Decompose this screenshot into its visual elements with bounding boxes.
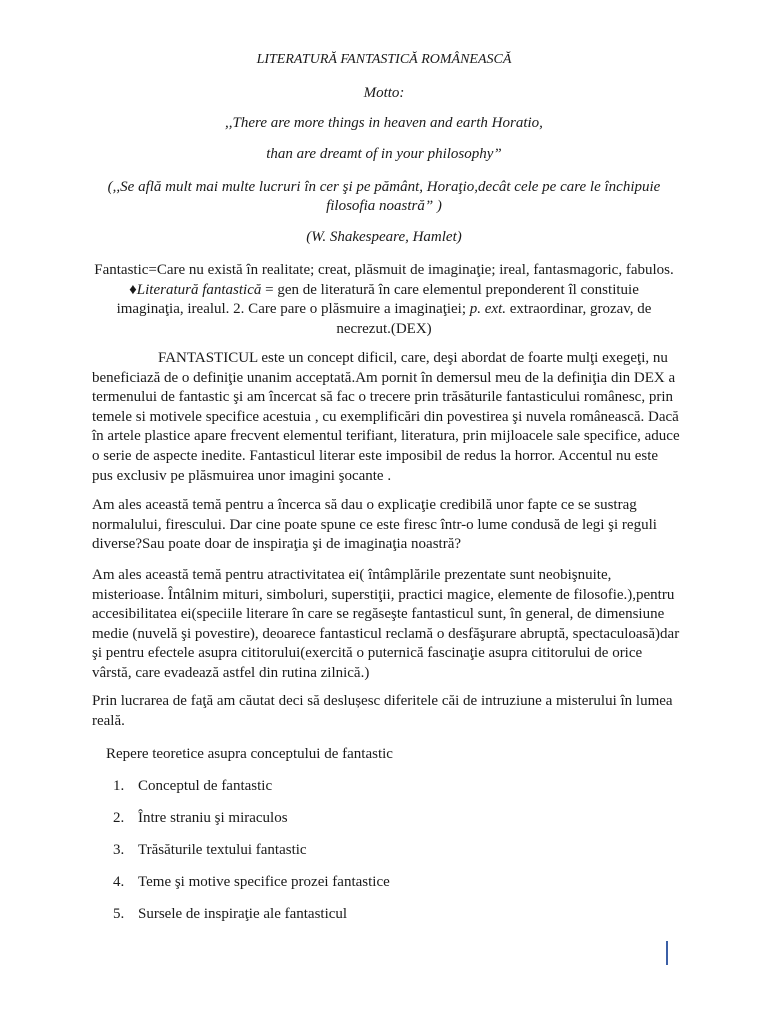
quote-translation: (,,Se află mult mai multe lucruri în cer şi pe pământ, Horaţio,decât cele pe care le închipuie filosofia noastră” ) <box>107 179 661 214</box>
list-item <box>113 809 390 841</box>
definition-part-2: = gen de literatură în care elementul preponderent îl constituie imaginaţia, irealul. 2. Care pare o plăsmuire a imaginaţiei; <box>116 281 639 317</box>
definition-part-3: extraordinar, grozav, de necrezut.(DEX) <box>336 301 652 337</box>
document-title: LITERATURĂ FANTASTICĂ ROMÂNEASCĂ <box>256 52 512 67</box>
list-item-label: Între straniu şi miraculos <box>138 810 288 826</box>
list-item-number: 1. <box>113 778 125 794</box>
definition-term: Literatură fantastică <box>136 281 262 298</box>
quote-line-1: ,,There are more things in heaven and earth Horatio, <box>225 115 543 131</box>
list-item <box>113 777 390 809</box>
motto-label: Motto: <box>363 85 405 101</box>
quote-source: (W. Shakespeare, Hamlet) <box>306 229 462 245</box>
paragraph-attractiveness: Am ales această temă pentru atractivitatea ei( întâmplările prezentate sunt neobişnuite, misterioase. Întâlnim mituri, simboluri, superstiţii, practici magice, elemente de filosofie.),pentru accesibilitatea ei(speciile literare în care se regăseşte fantasticul sunt, în general, de dimensiune medie (nuvelă şi povestire), deoarece fantasticul reclamă o desfăşurare abruptă, spectaculoasă)dar şi pentru efectele asupra cititorului(exercită o puternică fascinaţie asupra cititorului de orice vârstă, care evadează astfel din rutina zilnică.) <box>92 567 680 681</box>
list-item <box>113 905 390 937</box>
list-item-number: 3. <box>113 842 125 858</box>
definition-abbr: p. ext. <box>469 301 506 317</box>
quote-line-2: than are dreamt of in your philosophy” <box>266 146 502 162</box>
paragraph-intro <box>92 349 682 486</box>
list-item <box>113 873 390 905</box>
list-item <box>113 841 390 873</box>
paragraph-theme-reason: Am ales această temă pentru a încerca să dau o explicaţie credibilă unor fapte ce se sustrag normalului, firescului. Dar cine poate spune ce este firesc într-o lume condusă de legi şi reguli diverse?Sau poate doar de inspiraţia şi de imaginaţia noastră? <box>92 497 657 553</box>
list-item-label: Teme şi motive specifice prozei fantastice <box>138 874 390 890</box>
definition-block <box>94 261 674 339</box>
page-number-marker <box>666 941 668 965</box>
list-item-number: 5. <box>113 906 125 922</box>
list-item-label: Conceptul de fantastic <box>138 778 273 794</box>
paragraph-intro-text: FANTASTICUL este un concept dificil, care, deşi abordat de foarte mulţi exegeţi, nu beneficiază de o definiţie unanim acceptată.Am pornit în demersul meu de la definiţia din DEX a termenului de fantastic şi am încercat să fac o trecere prin trăsăturile fantasticului românesc, prin temele si motivele specifice acestuia , cu exemplificări din povestirea şi nuvela românească. Dacă în artele plastice apare frecvent elementul terifiant, literatura, prin mijloacele sale specifice, aduce o serie de aspecte inedite. Fantasticul literar este imposibil de redus la horror. Accentul nu este pus exclusiv pe plăsmuirea unor imagini şocante . <box>92 350 680 484</box>
toc-list <box>113 777 390 937</box>
list-item-number: 4. <box>113 874 125 890</box>
list-item-number: 2. <box>113 810 125 826</box>
paragraph-purpose: Prin lucrarea de faţă am căutat deci să deslușesc diferitele căi de intruziune a misterului în lumea reală. <box>92 693 673 729</box>
list-item-label: Sursele de inspiraţie ale fantasticul <box>138 906 348 922</box>
definition-part-1: Fantastic=Care nu există în realitate; creat, plăsmuit de imaginaţie; ireal, fantasmagoric, fabulos. ♦ <box>94 262 674 298</box>
list-item-label: Trăsăturile textului fantastic <box>138 842 307 858</box>
section-heading: Repere teoretice asupra conceptului de fantastic <box>106 746 393 762</box>
